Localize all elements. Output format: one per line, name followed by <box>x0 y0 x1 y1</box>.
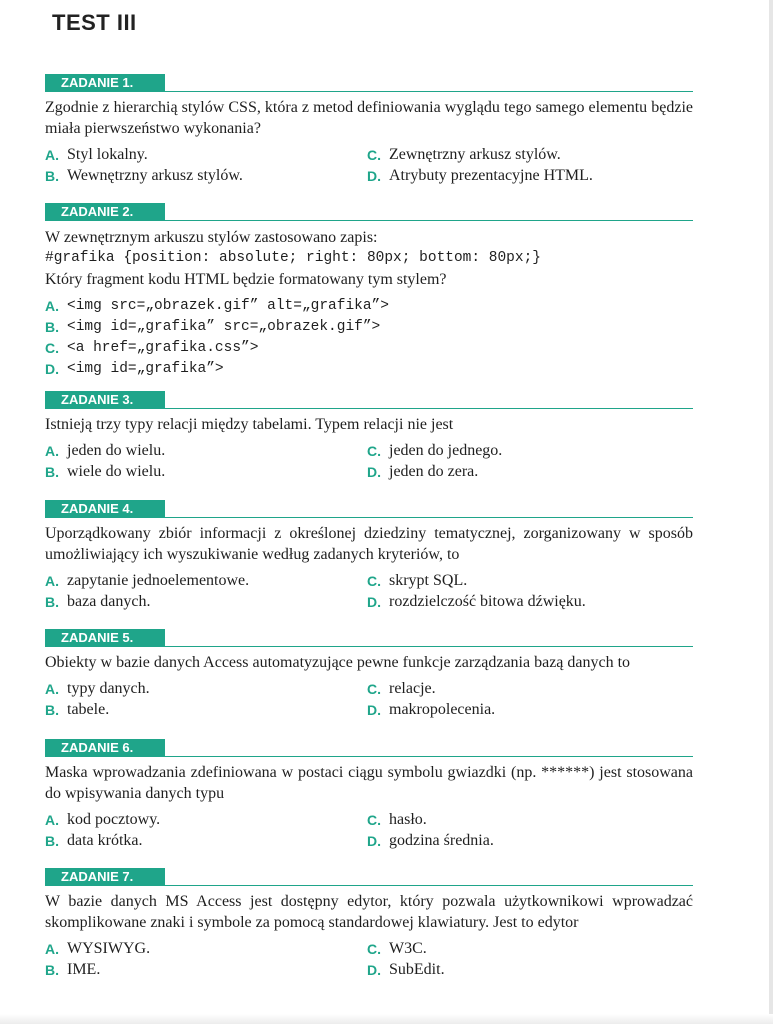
answer-text: Atrybuty prezentacyjne HTML. <box>389 167 593 184</box>
answer-text: SubEdit. <box>389 961 445 978</box>
answer-letter: D. <box>367 962 381 978</box>
answer-text: jeden do zera. <box>389 463 479 480</box>
task-7 <box>45 868 693 980</box>
answer-letter: A. <box>45 298 59 314</box>
answer-text: WYSIWYG. <box>67 940 151 957</box>
answer-letter: A. <box>45 941 59 957</box>
answer-text: <img id=„grafika”> <box>67 361 224 377</box>
answer-a[interactable] <box>45 145 367 165</box>
task-4 <box>45 500 693 612</box>
answer-d[interactable] <box>367 831 687 851</box>
answer-letter: A. <box>45 812 59 828</box>
answer-text: skrypt SQL. <box>389 572 468 589</box>
task-6 <box>45 739 693 851</box>
answer-a[interactable] <box>45 571 367 591</box>
task-header <box>45 868 693 886</box>
answer-c[interactable] <box>367 679 687 699</box>
task-label: ZADANIE 2. <box>45 203 165 221</box>
task-header <box>45 629 693 647</box>
answers <box>45 939 693 980</box>
task-label: ZADANIE 7. <box>45 868 165 886</box>
answer-text: baza danych. <box>67 593 151 610</box>
answer-letter: B. <box>45 833 59 849</box>
answer-text: W3C. <box>389 940 427 957</box>
answer-d[interactable] <box>367 462 687 482</box>
answer-c[interactable] <box>367 810 687 830</box>
task-1 <box>45 74 693 186</box>
answer-b[interactable] <box>45 317 685 337</box>
answer-text: jeden do jednego. <box>389 442 503 459</box>
answer-text: godzina średnia. <box>389 832 494 849</box>
answer-letter: C. <box>367 573 381 589</box>
answer-text: Zewnętrzny arkusz stylów. <box>389 146 561 163</box>
answers <box>45 145 693 186</box>
answer-letter: C. <box>367 147 381 163</box>
answer-text: rozdzielczość bitowa dźwięku. <box>389 593 586 610</box>
answer-b[interactable] <box>45 700 367 720</box>
answer-d[interactable] <box>367 592 687 612</box>
question-text: Istnieją trzy typy relacji między tabelami. Typem relacji nie jest <box>45 416 454 433</box>
answer-c[interactable] <box>367 939 687 959</box>
answer-a[interactable] <box>45 679 367 699</box>
question-text: W zewnętrznym arkuszu stylów zastosowano zapis: <box>45 229 378 246</box>
task-3 <box>45 391 693 482</box>
answer-a[interactable] <box>45 939 367 959</box>
answer-text: tabele. <box>67 701 110 718</box>
answer-letter: C. <box>367 443 381 459</box>
answer-text: Wewnętrzny arkusz stylów. <box>67 167 243 184</box>
code-snippet: #grafika {position: absolute; right: 80px; bottom: 80px;} <box>45 250 541 266</box>
answer-letter: A. <box>45 443 59 459</box>
answer-text: makropolecenia. <box>389 701 496 718</box>
page-edge <box>769 0 773 1024</box>
answer-c[interactable] <box>367 571 687 591</box>
answer-text: <a href=„grafika.css”> <box>67 340 259 356</box>
task-label: ZADANIE 5. <box>45 629 165 647</box>
answer-letter: B. <box>45 319 59 335</box>
answer-d[interactable] <box>45 359 685 379</box>
task-header <box>45 500 693 518</box>
question-text: Maska wprowadzania zdefiniowana w postaci ciągu symbolu gwiazdki (np. ******) jest stosowana do wpisywania danych typu <box>45 764 693 802</box>
answer-text: relacje. <box>389 680 436 697</box>
answer-text: hasło. <box>389 811 427 828</box>
answer-b[interactable] <box>45 831 367 851</box>
question-text: Obiekty w bazie danych Access automatyzujące pewne funkcje zarządzania bazą danych to <box>45 654 631 671</box>
answer-letter: D. <box>367 464 381 480</box>
answer-text: data krótka. <box>67 832 143 849</box>
answer-letter: C. <box>367 681 381 697</box>
answer-letter: B. <box>45 962 59 978</box>
task-label: ZADANIE 6. <box>45 739 165 757</box>
answers <box>45 810 693 851</box>
answer-b[interactable] <box>45 592 367 612</box>
question-text-continued: Który fragment kodu HTML będzie formatowany tym stylem? <box>45 271 447 288</box>
answer-letter: C. <box>45 340 59 356</box>
answer-a[interactable] <box>45 810 367 830</box>
page-bottom-shadow <box>0 1014 773 1024</box>
answer-d[interactable] <box>367 700 687 720</box>
answer-letter: D. <box>367 168 381 184</box>
answer-b[interactable] <box>45 166 367 186</box>
task-header <box>45 391 693 409</box>
answer-text: <img id=„grafika” src=„obrazek.gif”> <box>67 319 381 335</box>
answer-letter: B. <box>45 594 59 610</box>
test-title: TEST III <box>52 10 137 35</box>
answers <box>45 296 693 379</box>
task-label: ZADANIE 3. <box>45 391 165 409</box>
answer-letter: B. <box>45 464 59 480</box>
answer-text: wiele do wielu. <box>67 463 166 480</box>
answer-c[interactable] <box>367 145 687 165</box>
answer-text: typy danych. <box>67 680 150 697</box>
answer-letter: B. <box>45 702 59 718</box>
answer-letter: D. <box>367 594 381 610</box>
answer-d[interactable] <box>367 166 687 186</box>
question-text: Zgodnie z hierarchią stylów CSS, która z metod definiowania wyglądu tego samego elementu będzie miała pierwszeństwo wykonania? <box>45 99 693 137</box>
question-text: W bazie danych MS Access jest dostępny edytor, który pozwala użytkownikowi wprowadzać skomplikowane znaki i symbole za pomocą standardowej klawiatury. Jest to edytor <box>45 893 693 931</box>
question-text: Uporządkowany zbiór informacji z określonej dziedziny tematycznej, zorganizowany w sposób umożliwiający ich wyszukiwanie według zadanych kryteriów, to <box>45 525 693 563</box>
answers <box>45 441 693 482</box>
answer-a[interactable] <box>45 441 367 461</box>
answer-letter: A. <box>45 681 59 697</box>
answer-text: kod pocztowy. <box>67 811 161 828</box>
answer-b[interactable] <box>45 960 367 980</box>
answer-letter: C. <box>367 941 381 957</box>
answer-d[interactable] <box>367 960 687 980</box>
answers <box>45 679 693 720</box>
task-header <box>45 739 693 757</box>
answer-a[interactable] <box>45 296 685 316</box>
task-header <box>45 203 693 221</box>
answer-letter: D. <box>367 702 381 718</box>
answer-b[interactable] <box>45 462 367 482</box>
answer-text: Styl lokalny. <box>67 146 148 163</box>
answer-letter: A. <box>45 147 59 163</box>
answer-text: <img src=„obrazek.gif” alt=„grafika”> <box>67 298 389 314</box>
task-header <box>45 74 693 92</box>
answer-text: IME. <box>67 961 101 978</box>
task-label: ZADANIE 1. <box>45 74 165 92</box>
answer-text: zapytanie jednoelementowe. <box>67 572 250 589</box>
answers <box>45 571 693 612</box>
answer-c[interactable] <box>45 338 685 358</box>
answer-text: jeden do wielu. <box>67 442 166 459</box>
answer-c[interactable] <box>367 441 687 461</box>
answer-letter: A. <box>45 573 59 589</box>
answer-letter: D. <box>45 361 59 377</box>
answer-letter: C. <box>367 812 381 828</box>
task-label: ZADANIE 4. <box>45 500 165 518</box>
task-5 <box>45 629 693 720</box>
task-2 <box>45 203 693 379</box>
answer-letter: D. <box>367 833 381 849</box>
answer-letter: B. <box>45 168 59 184</box>
